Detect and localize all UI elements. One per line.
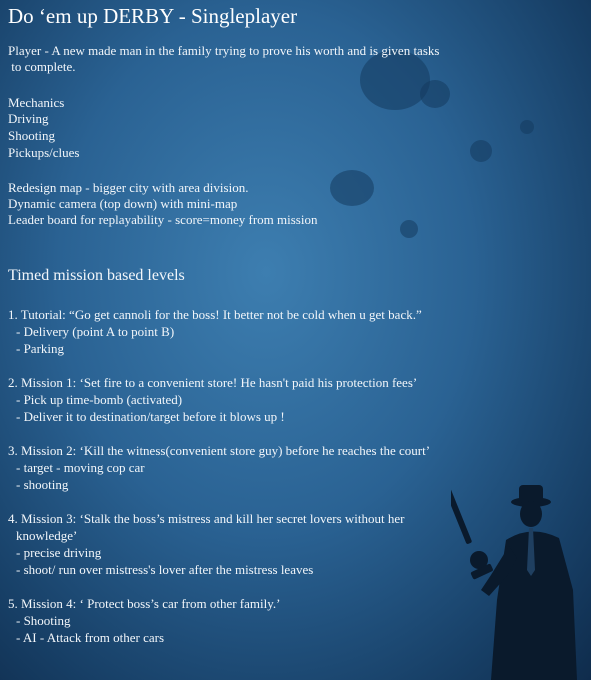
mission-title: 1. Tutorial: “Go get cannoli for the boss! It better not be cold when u get back.” <box>8 307 422 322</box>
mission-item: - Deliver it to destination/target before it blows up ! <box>16 409 285 424</box>
mission-item: - target - moving cop car <box>16 460 145 475</box>
mission-item: - shooting <box>16 477 69 492</box>
feature-item: Redesign map - bigger city with area division. <box>8 180 249 195</box>
mechanic-item: Driving <box>8 111 49 126</box>
player-description-cont: to complete. <box>8 59 76 74</box>
mission-title: 2. Mission 1: ‘Set fire to a convenient store! He hasn't paid his protection fees’ <box>8 375 418 390</box>
mission-item: - Pick up time-bomb (activated) <box>16 392 183 407</box>
mission-title: 5. Mission 4: ‘ Protect boss’s car from other family.’ <box>8 596 281 611</box>
gangster-silhouette-icon <box>451 480 591 680</box>
mission-item: - Shooting <box>16 613 71 628</box>
mission-item: - Parking <box>16 341 65 356</box>
mission-item: - Delivery (point A to point B) <box>16 324 175 339</box>
mechanic-item: Shooting <box>8 128 55 143</box>
mechanics-heading: Mechanics <box>8 95 65 110</box>
mechanic-item: Pickups/clues <box>8 145 80 160</box>
mission-title: 3. Mission 2: ‘Kill the witness(convenient store guy) before he reaches the court’ <box>8 443 431 458</box>
slide-title: Do ‘em up DERBY - Singleplayer <box>8 4 298 28</box>
feature-item: Dynamic camera (top down) with mini-map <box>8 196 238 211</box>
player-description: Player - A new made man in the family trying to prove his worth and is given tasks <box>8 43 440 58</box>
mission-item: - shoot/ run over mistress's lover after the mistress leaves <box>16 562 314 577</box>
mission-title-cont: knowledge’ <box>16 528 78 543</box>
mission-title: 4. Mission 3: ‘Stalk the boss’s mistress and kill her secret lovers without her <box>8 511 405 526</box>
mission-item: - precise driving <box>16 545 102 560</box>
mission-item: - AI - Attack from other cars <box>16 630 165 645</box>
feature-item: Leader board for replayability - score=money from mission <box>8 212 318 227</box>
levels-heading: Timed mission based levels <box>8 267 185 284</box>
